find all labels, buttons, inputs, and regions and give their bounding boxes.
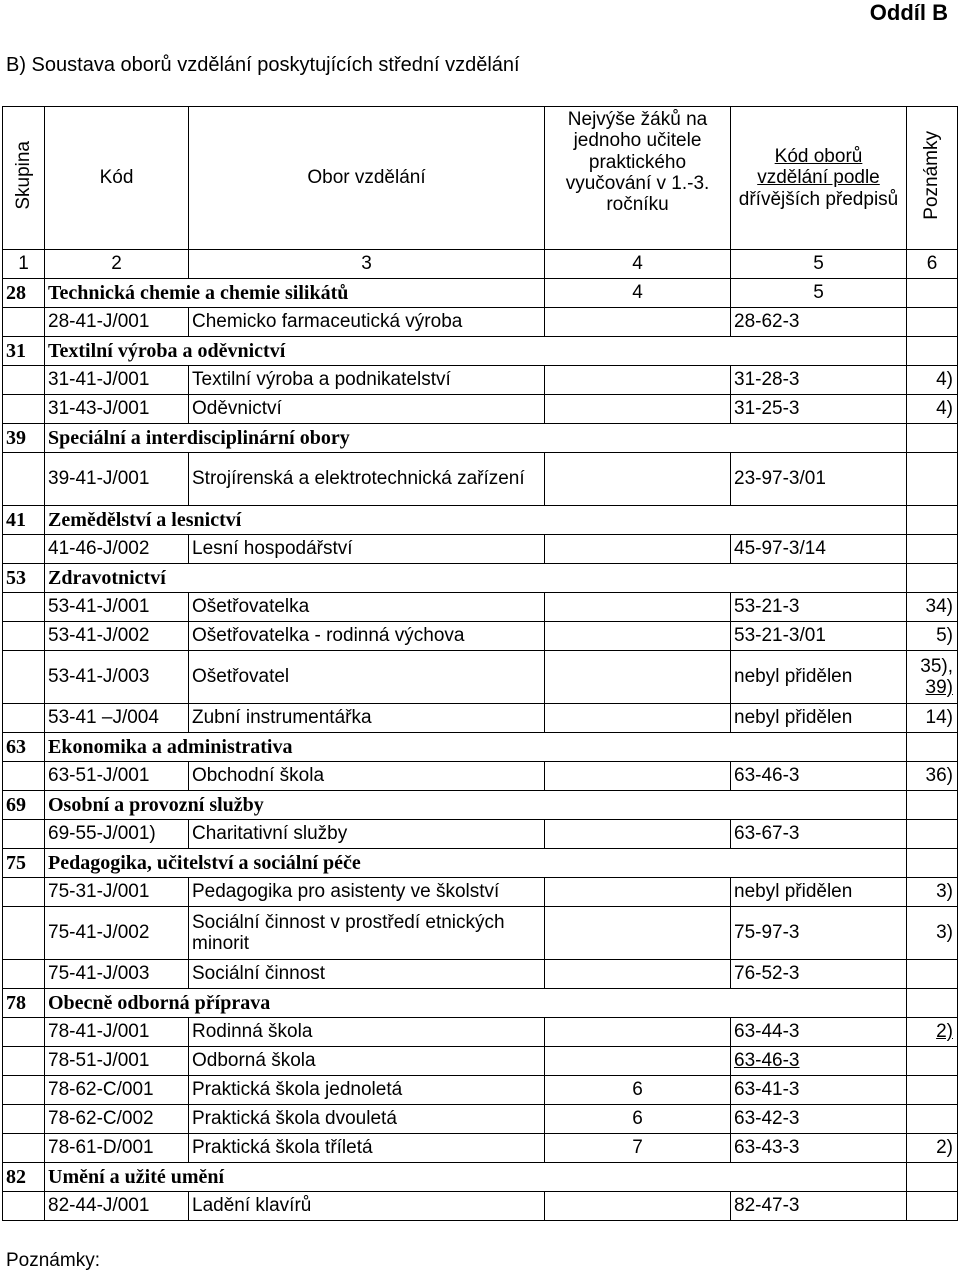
empty-group-cell: [3, 453, 45, 506]
column-number: 5: [731, 250, 907, 279]
old-code: 28-62-3: [731, 308, 907, 337]
note-ref-text: 14): [925, 707, 953, 729]
group-name: Zemědělství a lesnictví: [45, 506, 907, 535]
empty-group-cell: [3, 1076, 45, 1105]
table-row: [3, 960, 958, 989]
group-col6-cell: [907, 849, 958, 878]
field-name: Praktická škola jednoletá: [189, 1076, 545, 1105]
header-old-code-line3: dřívějších předpisů: [738, 188, 899, 210]
note-ref: [907, 366, 958, 395]
empty-group-cell: [3, 1018, 45, 1047]
old-code: 31-28-3: [731, 366, 907, 395]
group-name: Osobní a provozní služby: [45, 791, 907, 820]
field-code: 31-41-J/001: [45, 366, 189, 395]
old-code: 76-52-3: [731, 960, 907, 989]
table-row: [3, 535, 958, 564]
field-name: Pedagogika pro asistenty ve školství: [189, 878, 545, 907]
field-code: 75-41-J/003: [45, 960, 189, 989]
group-col6-cell: [907, 506, 958, 535]
empty-group-cell: [3, 878, 45, 907]
field-code: 75-31-J/001: [45, 878, 189, 907]
note-ref: [907, 762, 958, 791]
field-name: Obchodní škola: [189, 762, 545, 791]
group-row: [3, 279, 958, 308]
field-name: Rodinná škola: [189, 1018, 545, 1047]
field-code: 78-62-C/001: [45, 1076, 189, 1105]
note-ref-text: 4): [936, 369, 953, 391]
max-students-value: 6: [545, 1105, 731, 1134]
field-name: Odborná škola: [189, 1047, 545, 1076]
empty-group-cell: [3, 593, 45, 622]
group-col6-cell: [907, 733, 958, 762]
column-number: 1: [3, 250, 45, 279]
group-col6-cell: [907, 791, 958, 820]
group-row: [3, 424, 958, 453]
old-code: nebyl přidělen: [731, 651, 907, 704]
table-row: [3, 453, 958, 506]
group-row: [3, 564, 958, 593]
field-code: 78-41-J/001: [45, 1018, 189, 1047]
header-kod: Kód: [45, 107, 189, 250]
empty-group-cell: [3, 1192, 45, 1221]
field-name: Ošetřovatelka: [189, 593, 545, 622]
note-ref: [907, 1047, 958, 1076]
group-name: Umění a užité umění: [45, 1163, 907, 1192]
group-name: Zdravotnictví: [45, 564, 907, 593]
note-ref: [907, 1076, 958, 1105]
field-code: 53-41-J/002: [45, 622, 189, 651]
field-name: Chemicko farmaceutická výroba: [189, 308, 545, 337]
group-number: 41: [3, 506, 45, 535]
group-number: 78: [3, 989, 45, 1018]
note-ref: [907, 535, 958, 564]
max-students-value: [545, 907, 731, 960]
field-code: 53-41 –J/004: [45, 704, 189, 733]
group-number: 63: [3, 733, 45, 762]
old-code: 31-25-3: [731, 395, 907, 424]
education-fields-table: [2, 106, 958, 1221]
max-students-value: [545, 762, 731, 791]
group-row: [3, 506, 958, 535]
field-code: 31-43-J/001: [45, 395, 189, 424]
header-obor: Obor vzdělání: [189, 107, 545, 250]
table-row: [3, 1134, 958, 1163]
max-students-value: 7: [545, 1134, 731, 1163]
field-code: 78-61-D/001: [45, 1134, 189, 1163]
group-col6-cell: [907, 424, 958, 453]
field-code: 53-41-J/001: [45, 593, 189, 622]
max-students-value: [545, 1192, 731, 1221]
table-body: [3, 250, 958, 1221]
group-row: [3, 989, 958, 1018]
field-name: Strojírenská a elektrotechnická zařízení: [189, 453, 545, 506]
old-code: 53-21-3: [731, 593, 907, 622]
table-row: [3, 622, 958, 651]
max-students-value: [545, 878, 731, 907]
field-name: Oděvnictví: [189, 395, 545, 424]
column-number: 3: [189, 250, 545, 279]
column-number: 4: [545, 250, 731, 279]
old-code: 63-46-3: [731, 1047, 907, 1076]
group-col6-cell: [907, 337, 958, 366]
group-row: [3, 849, 958, 878]
empty-group-cell: [3, 366, 45, 395]
max-students-value: [545, 308, 731, 337]
header-skupina: Skupina: [3, 107, 45, 250]
old-code: nebyl přidělen: [731, 704, 907, 733]
header-old-code: [731, 107, 907, 250]
group-name: Technická chemie a chemie silikátů: [45, 279, 545, 308]
note-ref-text: 5): [936, 625, 953, 647]
max-students-value: [545, 1047, 731, 1076]
field-name: Zubní instrumentářka: [189, 704, 545, 733]
note-ref-text: 2): [936, 1021, 953, 1043]
max-students-value: [545, 1018, 731, 1047]
max-students-value: [545, 820, 731, 849]
note-ref-text: 3): [936, 922, 953, 944]
note-ref: [907, 960, 958, 989]
field-name: Textilní výroba a podnikatelství: [189, 366, 545, 395]
group-name: Speciální a interdisciplinární obory: [45, 424, 907, 453]
note-ref: [907, 395, 958, 424]
field-name: Sociální činnost: [189, 960, 545, 989]
table-row: [3, 1047, 958, 1076]
table-row: [3, 1018, 958, 1047]
empty-group-cell: [3, 1047, 45, 1076]
note-ref-line2: 39): [925, 677, 953, 698]
header-row: [3, 107, 958, 250]
group-row: [3, 1163, 958, 1192]
empty-group-cell: [3, 704, 45, 733]
table-row: [3, 762, 958, 791]
old-code: 53-21-3/01: [731, 622, 907, 651]
group-number: 31: [3, 337, 45, 366]
field-code: 63-51-J/001: [45, 762, 189, 791]
max-students-value: [545, 593, 731, 622]
group-number: 39: [3, 424, 45, 453]
table-row: [3, 820, 958, 849]
table-row: [3, 1105, 958, 1134]
field-code: 41-46-J/002: [45, 535, 189, 564]
note-ref-text: 2): [936, 1137, 953, 1159]
group-number: 53: [3, 564, 45, 593]
note-ref: [907, 593, 958, 622]
empty-group-cell: [3, 395, 45, 424]
group-col6-cell: [907, 989, 958, 1018]
group-name: Obecně odborná příprava: [45, 989, 907, 1018]
section-label: Oddíl B: [869, 0, 948, 25]
note-ref: [907, 878, 958, 907]
group-row: [3, 337, 958, 366]
empty-group-cell: [3, 1105, 45, 1134]
group-number: 75: [3, 849, 45, 878]
footer-notes-label: Poznámky:: [6, 1250, 100, 1271]
empty-group-cell: [3, 622, 45, 651]
empty-group-cell: [3, 907, 45, 960]
group-number: 82: [3, 1163, 45, 1192]
max-students-value: [545, 395, 731, 424]
group-name: Pedagogika, učitelství a sociální péče: [45, 849, 907, 878]
group-name: Textilní výroba a oděvnictví: [45, 337, 907, 366]
field-name: Sociální činnost v prostředí etnických minorit: [189, 907, 545, 960]
old-code: 63-67-3: [731, 820, 907, 849]
column-number: 2: [45, 250, 189, 279]
note-ref: [907, 704, 958, 733]
field-code: 78-62-C/002: [45, 1105, 189, 1134]
note-ref: [907, 1018, 958, 1047]
table-row: [3, 366, 958, 395]
max-students-value: [545, 535, 731, 564]
max-students-value: [545, 960, 731, 989]
empty-group-cell: [3, 960, 45, 989]
max-students-value: [545, 651, 731, 704]
empty-group-cell: [3, 308, 45, 337]
max-students-value: [545, 453, 731, 506]
table-row: [3, 878, 958, 907]
group-number: 69: [3, 791, 45, 820]
field-code: 75-41-J/002: [45, 907, 189, 960]
old-code: 63-46-3: [731, 762, 907, 791]
table-row: [3, 593, 958, 622]
table-row: [3, 1192, 958, 1221]
group-row: [3, 733, 958, 762]
field-code: 69-55-J/001): [45, 820, 189, 849]
table-row: [3, 1076, 958, 1105]
max-students-value: 6: [545, 1076, 731, 1105]
field-code: 53-41-J/003: [45, 651, 189, 704]
note-ref-text: 34): [925, 596, 953, 618]
field-name: Ošetřovatel: [189, 651, 545, 704]
group-row: [3, 791, 958, 820]
note-ref: [907, 1105, 958, 1134]
table-row: [3, 907, 958, 960]
note-ref: [907, 1134, 958, 1163]
header-old-code-line1: Kód oborů: [774, 146, 863, 168]
note-ref: [907, 453, 958, 506]
note-ref: [907, 651, 958, 704]
old-code: 63-41-3: [731, 1076, 907, 1105]
note-ref-text: 36): [925, 765, 953, 787]
header-old-code-line2: vzdělání podle: [757, 167, 880, 189]
old-code: 82-47-3: [731, 1192, 907, 1221]
max-students-value: [545, 366, 731, 395]
empty-group-cell: [3, 535, 45, 564]
field-name: Charitativní služby: [189, 820, 545, 849]
note-ref-text: 4): [936, 398, 953, 420]
document-title: B) Soustava oborů vzdělání poskytujících střední vzdělání: [6, 54, 520, 76]
header-poznamky: Poznámky: [907, 107, 958, 250]
field-name: Ošetřovatelka - rodinná výchova: [189, 622, 545, 651]
field-code: 82-44-J/001: [45, 1192, 189, 1221]
old-code: 63-44-3: [731, 1018, 907, 1047]
old-code: 45-97-3/14: [731, 535, 907, 564]
empty-group-cell: [3, 820, 45, 849]
note-ref-text: 3): [936, 881, 953, 903]
group-name: Ekonomika a administrativa: [45, 733, 907, 762]
column-number-row: [3, 250, 958, 279]
field-code: 28-41-J/001: [45, 308, 189, 337]
note-ref: [907, 1192, 958, 1221]
group-col4-value: 4: [545, 279, 731, 308]
max-students-value: [545, 622, 731, 651]
old-code: 63-42-3: [731, 1105, 907, 1134]
table-row: [3, 395, 958, 424]
empty-group-cell: [3, 651, 45, 704]
header-max-students: Nejvýše žáků na jednoho učitele praktického vyučování v 1.-3. ročníku: [545, 107, 731, 250]
old-code: 75-97-3: [731, 907, 907, 960]
field-name: Ladění klavírů: [189, 1192, 545, 1221]
group-number: 28: [3, 279, 45, 308]
note-ref-line1: 35),: [920, 655, 953, 677]
group-col6-cell: [907, 1163, 958, 1192]
note-ref: [907, 308, 958, 337]
empty-group-cell: [3, 762, 45, 791]
group-col5-value: 5: [731, 279, 907, 308]
group-col6-cell: [907, 279, 958, 308]
field-name: Praktická škola dvouletá: [189, 1105, 545, 1134]
note-ref: [907, 820, 958, 849]
note-ref: [907, 907, 958, 960]
group-col6-cell: [907, 564, 958, 593]
table-row: [3, 651, 958, 704]
field-code: 39-41-J/001: [45, 453, 189, 506]
old-code: 23-97-3/01: [731, 453, 907, 506]
old-code: 63-43-3: [731, 1134, 907, 1163]
field-name: Lesní hospodářství: [189, 535, 545, 564]
empty-group-cell: [3, 1134, 45, 1163]
field-name: Praktická škola tříletá: [189, 1134, 545, 1163]
old-code: nebyl přidělen: [731, 878, 907, 907]
table-row: [3, 704, 958, 733]
column-number: 6: [907, 250, 958, 279]
max-students-value: [545, 704, 731, 733]
note-ref: [907, 622, 958, 651]
table-row: [3, 308, 958, 337]
field-code: 78-51-J/001: [45, 1047, 189, 1076]
